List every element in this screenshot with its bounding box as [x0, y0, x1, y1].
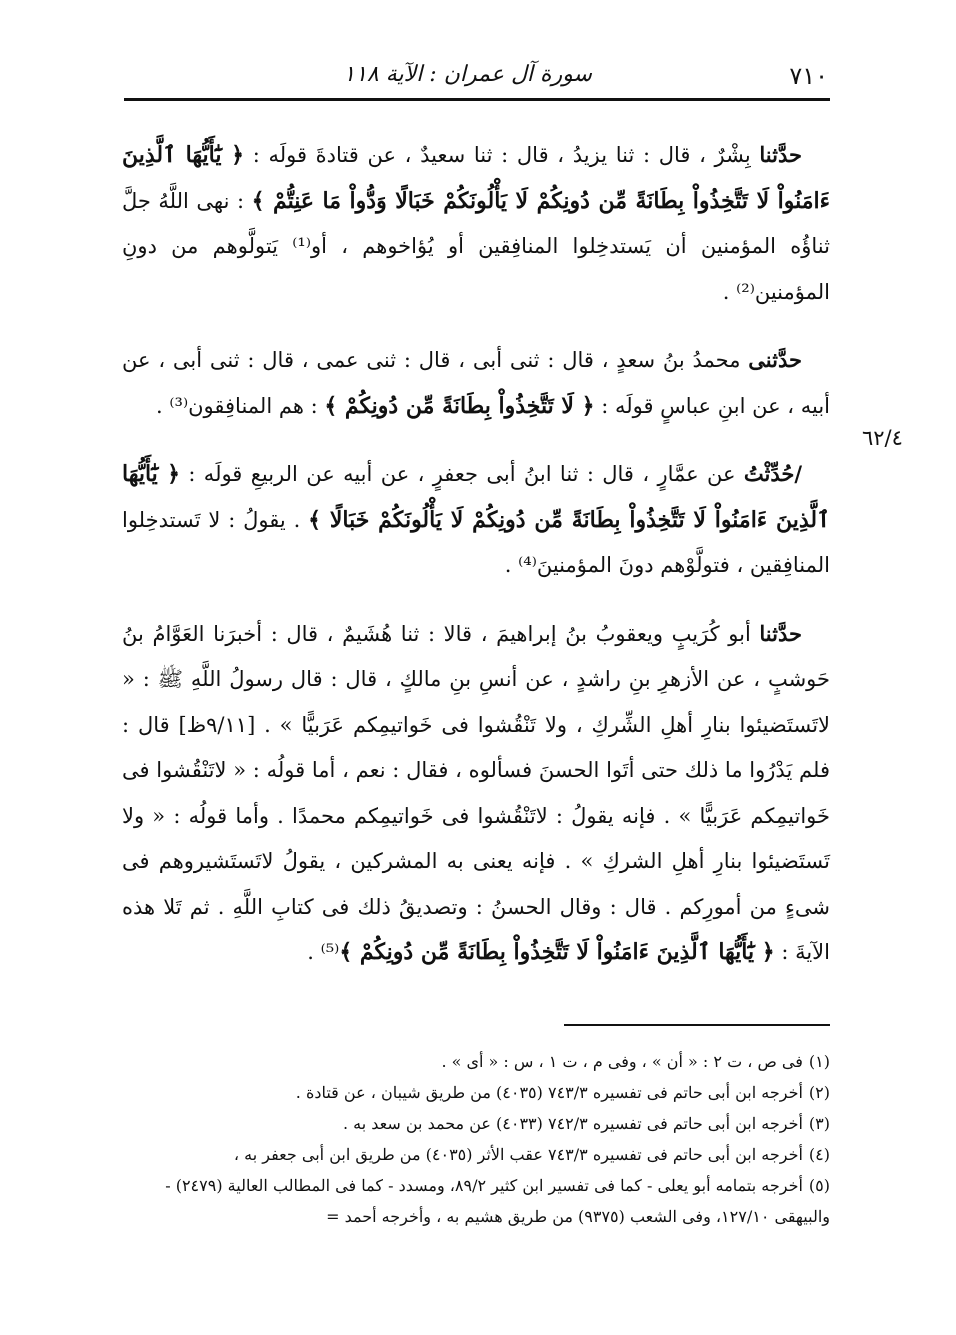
- footnote-rule: [564, 1024, 830, 1026]
- paragraph-tail: ⁽⁵⁾ .: [307, 940, 340, 964]
- margin-marker: ٦٢/٤: [862, 426, 903, 450]
- paragraph-4: [122, 611, 830, 976]
- footnote-text: أخرجه ابن أبى حاتم فى تفسيره ٧٤٣/٣ (٤٠٣٥) من طريق شيبان ، عن قتادة .: [295, 1083, 803, 1102]
- header-rule: [124, 98, 830, 101]
- paragraph-text: أبو كُرَيبٍ ويعقوبُ بنُ إبراهيمَ ، قالا : ثنا هُشَيمٌ ، قال : أخبرَنا العَوَّامُ بنُ حَوشبٍ ، عن الأزهرِ بنِ راشدٍ ، عن أنسِ بنِ مالكٍ ، قال : قال رسولُ اللَّهِ ﷺ : « لاتَستَضيئوا بنارِ أهلِ الشِّركِ ، ولا تَنْقُشوا فى خَواتيمِكم عَرَبيًّا » . [٩/١١ظ] قال : فلم يَدْرُوا ما ذلك حتى أتَوا الحسنَ فسألوه ، فقال : نعم ، أما قولُه : « لاتَنْقُشوا فى خَواتيمِكم عَرَبيًّا » . فإنه يقولُ : لاتَنْقُشوا فى خَواتيمِكم محمدًا . وأما قولُه : « ولا تَستَضيئوا بنارِ أهلِ الشركِ » . فإنه يعنى به المشركين ، يقولُ لاتَستَشيروهم فى شىءٍ من أمورِكم . قال : وقال الحسنُ : وتصديقُ ذلك فى كتابِ اللَّهِ . ثم تَلا هذه الآيةَ :: [122, 621, 831, 964]
- footnote-number: (٤): [808, 1145, 830, 1164]
- quran-verse: ﴿ لَا تَتَّخِذُواْ بِطَانَةً مِّن دُونِكُمْ ﴾: [324, 392, 595, 419]
- paragraph-lead: حدَّثنا: [759, 620, 802, 646]
- footnote-number: (٣): [808, 1114, 830, 1133]
- footnote-1: [122, 1046, 830, 1077]
- footnote-number: (١): [808, 1052, 830, 1071]
- paragraph-2: [122, 337, 830, 429]
- paragraph-lead: /حُدِّثْتُ: [743, 461, 803, 486]
- quran-verse: ﴿ يَٰٓأَيُّهَا ٱلَّذِينَ ءَامَنُواْ لَا تَتَّخِذُواْ بِطَانَةً مِّن دُونِكُمْ لَا يَأْلُونَكُمْ خَبَالًا وَدُّواْ مَا عَنِتُّمْ ﴾: [122, 142, 830, 214]
- paragraph-tail: : هم المنافِقون⁽³⁾ .: [156, 393, 325, 418]
- paragraph-tail: . يقولُ : لا تَستدخِلوا المنافِقين ، فتولَّوْهم دونَ المؤمنينَ⁽⁴⁾ .: [122, 507, 830, 577]
- footnote-number: (٥): [808, 1176, 830, 1195]
- footnote-5: [122, 1170, 830, 1232]
- paragraph-1: [122, 132, 830, 315]
- paragraph-tail: : نهى اللَّهُ جلَّ ثناؤُه المؤمنين أن يَستدخِلوا المنافِقين أو يُؤاخوهم ، أو⁽¹⁾ يَتولَّوهم من دونِ المؤمنين⁽²⁾ .: [122, 188, 830, 304]
- footnote-text: فى ص ، ت ٢ : « أن » ، وفى م ، ت ١ ، س : « أى » .: [441, 1052, 803, 1071]
- footnote-2: [122, 1077, 830, 1108]
- paragraph-text: بِشْرٌ ، قال : ثنا يزيدُ ، قال : ثنا سعيدٌ ، عن قتادةَ قولَه :: [244, 143, 760, 167]
- footnotes: [122, 1046, 830, 1232]
- main-text: [122, 132, 830, 998]
- running-title: سورة آل عمران : الآية ١١٨: [343, 62, 592, 87]
- paragraph-lead: حدَّثنى: [748, 347, 802, 372]
- page-header: [120, 58, 828, 98]
- paragraph-3: [122, 451, 830, 589]
- quran-verse: ﴿ يَٰٓأَيُّهَا ٱلَّذِينَ ءَامَنُواْ لَا تَتَّخِذُواْ بِطَانَةً مِّن دُونِكُمْ لَا يَأْلُونَكُمْ خَبَالًا ﴾: [122, 461, 830, 533]
- paragraph-text: محمدُ بنُ سعدٍ ، قال : ثنى أبى ، قال : ثنى عمى ، قال : ثنى أبى ، عن أبيه ، عن ابنِ عباسٍ قولَه :: [122, 348, 830, 418]
- footnote-number: (٢): [808, 1083, 830, 1102]
- page-number: ٧١٠: [789, 62, 828, 90]
- paragraph-lead: حدَّثنا: [759, 142, 802, 167]
- footnote-3: [122, 1108, 830, 1139]
- footnote-4: [122, 1139, 830, 1170]
- footnote-text: أخرجه بتمامه أبو يعلى - كما فى تفسير ابن كثير ٨٩/٢، ومسدد - كما فى المطالب العالية (٢٤٧٩) - والبيهقى ١٢٧/١٠، وفى الشعب (٩٣٧٥) من طريق هشيم به ، وأخرجه أحمد =: [165, 1176, 830, 1226]
- footnote-text: أخرجه ابن أبى حاتم فى تفسيره ٧٤٣/٣ عقب الأثر (٤٠٣٥) من طريق ابن أبى جعفر به ،: [233, 1145, 803, 1164]
- footnote-text: أخرجه ابن أبى حاتم فى تفسيره ٧٤٢/٣ (٤٠٣٣) عن محمد بن سعد به .: [342, 1114, 803, 1133]
- paragraph-text: عن عمَّارٍ ، قال : ثنا ابنُ أبى جعفرٍ ، عن أبيه عن الربيعِ قولَه :: [180, 462, 744, 486]
- quran-verse: ﴿ يَٰٓأَيُّهَا ٱلَّذِينَ ءَامَنُواْ لَا تَتَّخِذُواْ بِطَانَةً مِّن دُونِكُمْ ﴾: [339, 939, 775, 965]
